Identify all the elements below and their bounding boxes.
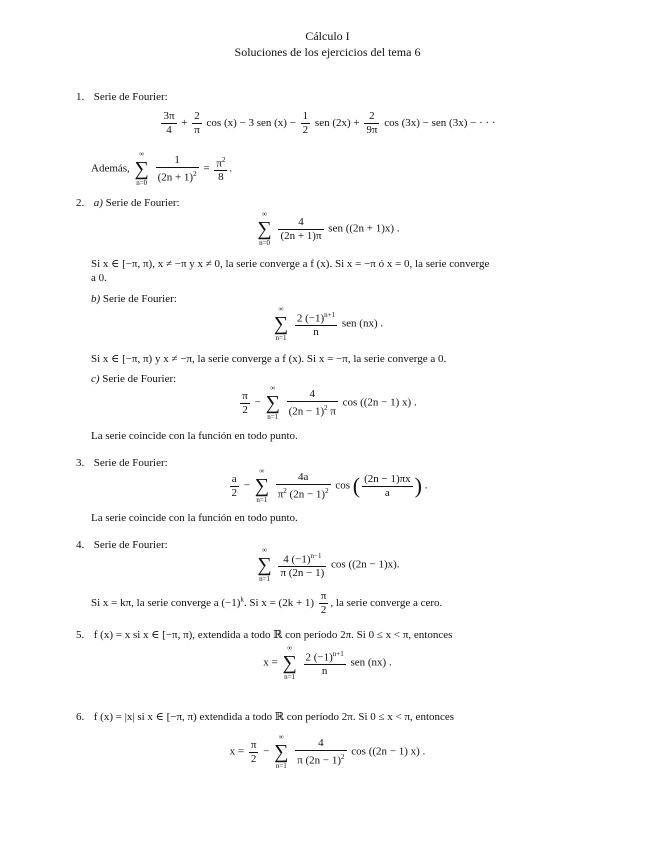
exercise-number: 4. (76, 539, 85, 551)
exercise-2c-text: La serie coincide con la función en todo punto. (91, 430, 298, 442)
sum-symbol: ∞ ∑ n=1 (273, 305, 289, 342)
exercise-4-series (0, 546, 655, 584)
fraction: $\frac{4a}{\pi^2 (2n - 1)^2}$ (277, 470, 329, 501)
exercise-2b-text: Si x ∈ [−π, π) y x ≠ −π, la serie converge a f (x). Si x = −π, la serie converge a 0. (91, 353, 447, 365)
exercise-intro-text: f (x) = |x| si x ∈ [−π, π) extendida a todo ℝ con período 2π. Si 0 ≤ x < π, entonces (93, 711, 455, 723)
exercise-6-intro (76, 710, 454, 723)
exercise-intro-text: Serie de Fourier: (102, 293, 177, 305)
page-header (0, 28, 655, 60)
exercise-3-series: $\frac{a}{2}$ − ∞ ∑ n=1 $\frac{4a}{\pi^2 (2n - 1)^2}$ cos ( $\frac{(2n - 1)\pi x}{a}$ ) . (231, 467, 428, 504)
fraction: $\frac{1}{(2n + 1)^2}$ (157, 153, 197, 184)
minus-sign: − (243, 479, 250, 492)
page-subtitle: Soluciones de los ejercicios del tema 6 (234, 45, 421, 59)
exercise-5-intro (76, 628, 452, 641)
fraction: $\frac{a}{2}$ (231, 472, 237, 499)
part-label: c) (91, 373, 100, 385)
fraction: $\frac{\pi^2}{8}$ (216, 155, 226, 184)
exercise-3-text: La serie coincide con la función en todo punto. (91, 512, 298, 524)
sum-symbol: ∞ ∑ n=0 (257, 210, 272, 247)
formula-text: sen ((2n + 1)x) . (328, 222, 400, 235)
formula-text: cos (x) − 3 sen (x) − (206, 117, 296, 130)
formula-text: x = (263, 656, 278, 669)
exercise-2a-text-2: a 0. (91, 272, 107, 284)
sum-symbol: ∞ ∑ n=1 (257, 546, 272, 583)
formula-text: cos (3x) − sen (3x) − · · · (384, 117, 496, 130)
equals-sign: = (203, 162, 210, 175)
exercise-6-series (0, 733, 655, 771)
sum-symbol: ∞ ∑ n=0 (134, 150, 149, 187)
fraction: $\frac{2}{9\pi}$ (366, 110, 378, 136)
exercise-intro-text: Serie de Fourier: (93, 457, 168, 469)
fraction: $\frac{(2n - 1)\pi x}{a}$ (364, 472, 411, 499)
left-paren: ( (352, 473, 361, 498)
page-title: Cálculo I (305, 29, 350, 43)
fraction: $\frac{4}{(2n + 1)\pi}$ (280, 215, 322, 242)
fraction: $\frac{2 (-1)^{n+1}}{n}$ (305, 649, 344, 678)
ademas-label: Además, (91, 162, 130, 175)
part-label: a) (93, 197, 103, 209)
exercise-number: 6. (76, 711, 85, 723)
minus-sign: − (263, 745, 270, 758)
exercise-1-sum: Además, ∞ ∑ n=0 $\frac{1}{(2n + 1)^2}$ = $\frac{\pi^2}{8}$ . (91, 150, 233, 187)
exercise-intro-text: Serie de Fourier: (93, 539, 168, 551)
exercise-4-text: Si x = kπ, la serie converge a $(-1)^k$. Si x = (2k + 1) $\frac{\pi}{2}$ , la serie converge a cero. (91, 590, 443, 616)
fraction: $\frac{\pi}{2}$ (250, 738, 257, 765)
exercise-intro-text: Serie de Fourier: (93, 91, 168, 103)
right-paren: ) (414, 473, 422, 498)
exercise-intro-text: f (x) = x si x ∈ [−π, π), extendida a todo ℝ con período 2π. Si 0 ≤ x < π, entonces (93, 629, 453, 641)
sum-symbol: ∞ ∑ n=1 (282, 644, 297, 681)
sum-symbol: ∞ ∑ n=1 (265, 384, 280, 421)
minus-sign: − (254, 396, 261, 409)
exercise-number: 5. (76, 629, 85, 641)
formula-text: cos ((2n − 1) x) . (351, 745, 426, 758)
exercise-number: 1. (76, 91, 85, 103)
fraction: $\frac{4}{\pi (2n - 1)^2}$ (297, 736, 345, 767)
fraction: $\frac{\pi}{2}$ (242, 389, 248, 416)
part-label: b) (91, 293, 101, 305)
plus-sign: + (181, 117, 188, 130)
exercise-number: 3. (76, 457, 85, 469)
exercise-5-series (0, 644, 655, 682)
exercise-2b-series (0, 305, 655, 343)
exercise-2a-text-1: Si x ∈ [−π, π), x ≠ −π y x ≠ 0, la serie converge a f (x). Si x = −π ó x = 0, la serie converge (91, 258, 490, 270)
formula-text: sen (nx) . (350, 656, 392, 669)
fraction: $\frac{2 (-1)^{n+1}}{n}$ (296, 310, 336, 339)
formula-text: x = (229, 745, 245, 758)
fraction: $\frac{1}{2}$ (302, 110, 309, 136)
exercise-intro-text: Serie de Fourier: (105, 197, 180, 209)
sum-symbol: ∞ ∑ n=1 (274, 733, 289, 770)
fraction: $\frac{\pi}{2}$ (320, 590, 327, 616)
exercise-2-a-intro (76, 197, 180, 209)
exercise-2-b-intro (91, 293, 177, 305)
exercise-2a-series (0, 210, 655, 248)
formula-text: cos ((2n − 1)x). (331, 558, 400, 571)
formula-text: cos (335, 479, 350, 492)
sum-symbol: ∞ ∑ n=1 (254, 467, 269, 504)
exercise-intro-text: Serie de Fourier: (102, 373, 177, 385)
fraction: $\frac{3\pi}{4}$ (163, 110, 175, 136)
exercise-1-intro (76, 91, 168, 103)
fraction: $\frac{2}{\pi}$ (194, 110, 200, 136)
exercise-1-series (0, 110, 655, 137)
exercise-number: 2. (76, 197, 85, 209)
fraction: $\frac{4}{(2n - 1)^2 \pi}$ (288, 387, 336, 418)
fraction: $\frac{4 (-1)^{n-1}}{\pi (2n - 1)}$ (280, 551, 325, 580)
formula-text: cos ((2n − 1) x) . (342, 396, 417, 409)
exercise-2c-series (0, 384, 655, 422)
formula-text: sen (nx) . (341, 317, 384, 330)
formula-text: sen (2x) + (314, 117, 360, 130)
